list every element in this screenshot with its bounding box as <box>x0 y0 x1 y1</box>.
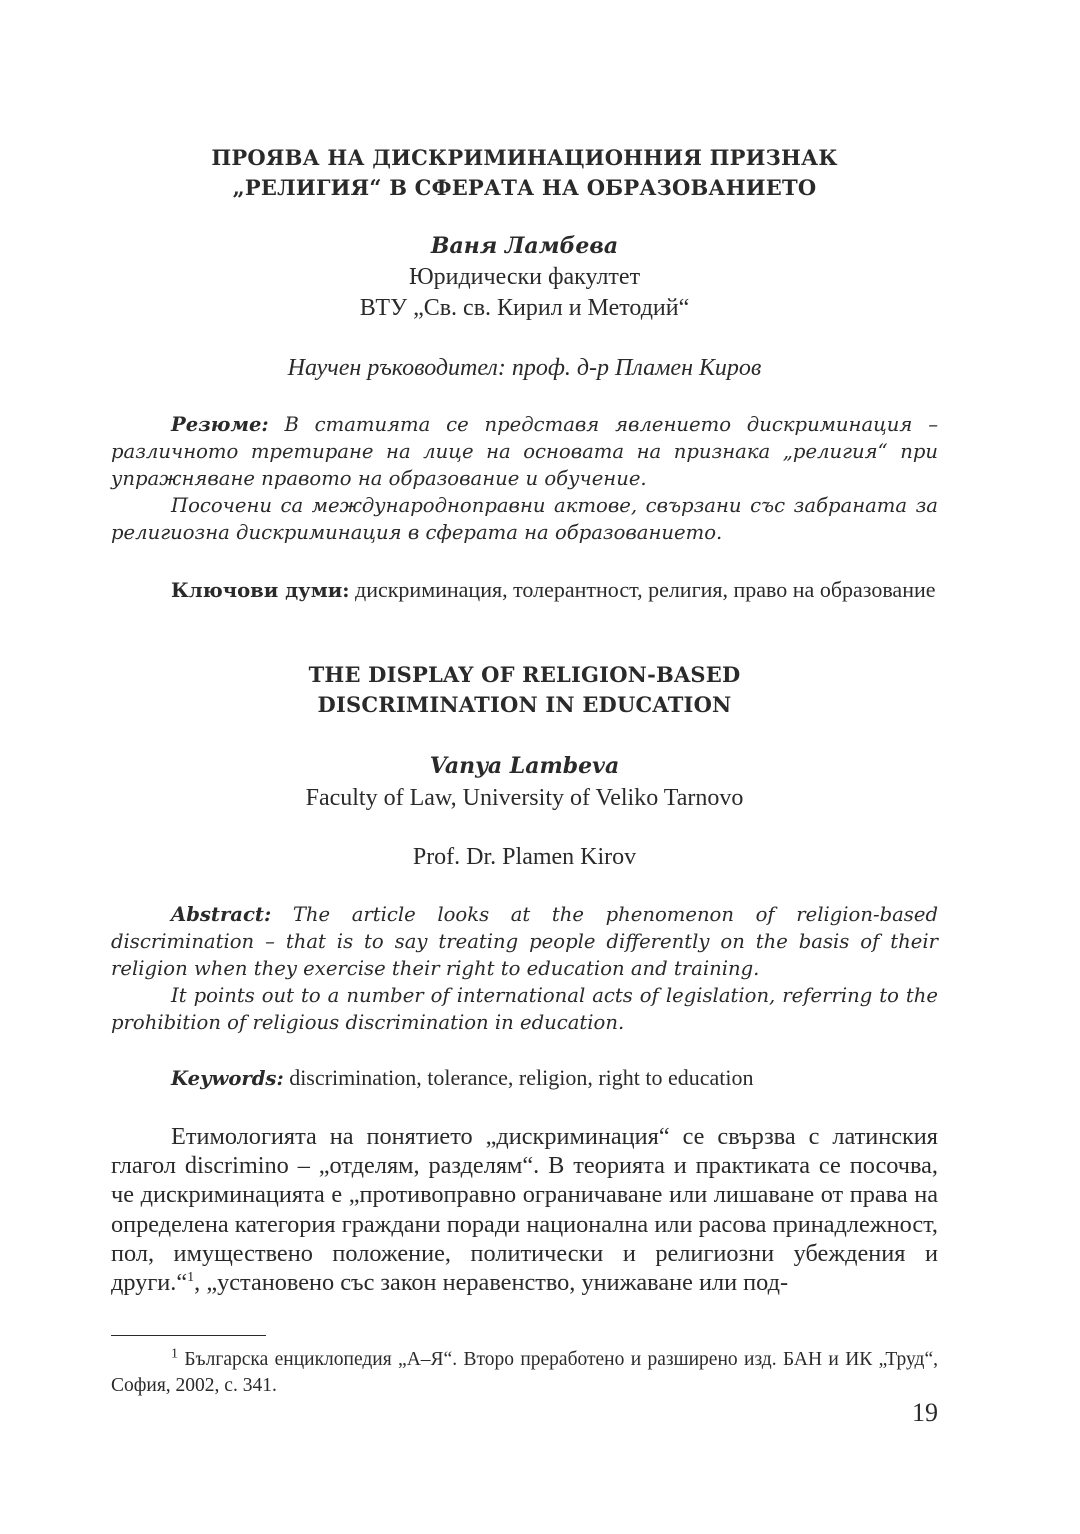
abstract-bg-paragraph-1: Резюме: В статията се представя явлението дискриминация – различното третиране на лице на основата на признака „религия“ при упражняване правото на образование и обучение. <box>111 413 938 490</box>
page-number: 19 <box>912 1398 938 1427</box>
abstract-en-label: Abstract: <box>171 903 272 926</box>
advisor-bg: Научен ръководител: проф. д-р Пламен Киров <box>287 355 762 381</box>
article-title-en <box>111 660 938 720</box>
footnote-divider <box>111 1335 266 1336</box>
abstract-bg <box>111 411 938 546</box>
affiliation-en: Faculty of Law, University of Veliko Tarnovo <box>305 785 744 811</box>
university-bg: ВТУ „Св. св. Кирил и Методий“ <box>359 295 690 321</box>
keywords-bg-label: Ключови думи: <box>171 579 350 602</box>
body-paragraph: Етимологията на понятието „дискриминация“ се свързва с латинския глагол discrimino – „отделям, разделям“. В теорията и практиката се посочва, че дискриминацията е „противоправно ограничаване или лишаване от права на определена категория граждани поради национална или расова принадлежност, пол, имуществено положение, политически и религиозни убеждения и други.“$^1$, „установено със закон неравенство, унижаване или под- <box>111 1123 938 1297</box>
title-en-line-1: THE DISPLAY OF RELIGION-BASED <box>308 662 741 687</box>
author-name-en: Vanya Lambeva <box>429 753 620 779</box>
title-en-line-2: DISCRIMINATION IN EDUCATION <box>317 692 732 717</box>
faculty-bg: Юридически факултет <box>408 264 641 290</box>
document-page <box>111 0 938 1534</box>
article-title-bg <box>111 143 938 203</box>
abstract-en <box>111 901 938 1036</box>
footnote-reference[interactable]: 1 <box>187 1269 195 1285</box>
advisor-en: Prof. Dr. Plamen Kirov <box>412 844 637 870</box>
footnote-number: 1 <box>171 1346 178 1362</box>
author-name-bg: Ваня Ламбева <box>430 233 619 259</box>
abstract-bg-label: Резюме: <box>171 413 269 436</box>
keywords-bg: Ключови думи: дискриминация, толерантност, религия, право на образование <box>171 577 936 602</box>
footnote: $^1$ Българска енциклопедия „А–Я“. Второ преработено и разширено изд. БАН и ИК „Труд“, София, 2002, с. 341. <box>111 1346 938 1396</box>
abstract-en-paragraph-1: Abstract: The article looks at the phenomenon of religion-based discrimination – that is to say treating people differently on the basis of their religion when they exercise their right to education and training. <box>111 903 938 980</box>
title-line-2: „РЕЛИГИЯ“ В СФЕРАТА НА ОБРАЗОВАНИЕТО <box>232 175 817 200</box>
title-line-1: ПРОЯВА НА ДИСКРИМИНАЦИОННИЯ ПРИЗНАК <box>211 145 838 170</box>
abstract-en-paragraph-2: It points out to a number of international acts of legislation, referring to the prohibition of religious discrimination in education. <box>111 984 938 1034</box>
keywords-en-label: Keywords: <box>171 1067 284 1090</box>
abstract-bg-paragraph-2: Посочени са международноправни актове, свързани със забраната за религиозна дискриминация в сферата на образованието. <box>111 494 938 544</box>
keywords-en: Keywords: discrimination, tolerance, religion, right to education <box>171 1065 754 1090</box>
